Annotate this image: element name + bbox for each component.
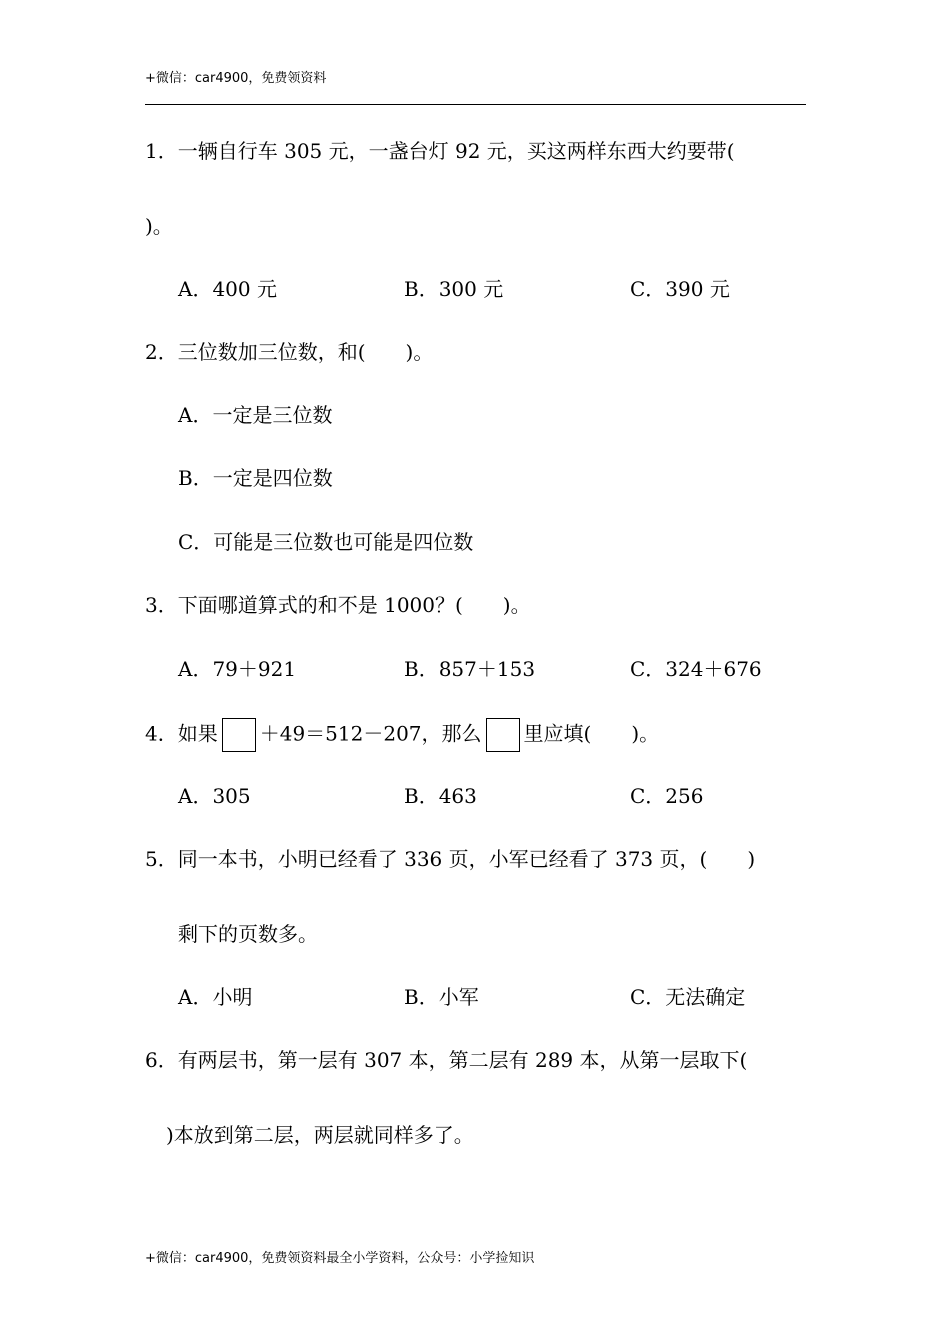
- question-4-text-part1: 如果: [177, 721, 218, 746]
- question-4-line1: [145, 718, 659, 752]
- footer-text: +微信：car4900，免费领资料最全小学资料，公众号：小学捡知识: [145, 1251, 535, 1266]
- question-4-text-part2: ＋49＝512－207，那么: [259, 721, 482, 746]
- question-2-option-c[interactable]: C．可能是三位数也可能是四位数: [178, 530, 474, 554]
- question-2-text: 三位数加三位数，和( )。: [177, 340, 434, 364]
- question-1-option-b[interactable]: B．300 元: [404, 277, 504, 301]
- question-1-line2: )。: [145, 214, 173, 238]
- header-text: +微信：car4900，免费领资料: [145, 71, 327, 86]
- answer-blank-box-1[interactable]: [222, 718, 256, 752]
- question-3-number: 3．: [145, 593, 178, 617]
- question-1-line1: [145, 137, 735, 165]
- header-divider: [145, 104, 806, 105]
- question-3-option-a[interactable]: A．79＋921: [178, 657, 297, 681]
- question-6-number: 6．: [145, 1048, 178, 1072]
- question-1-option-a[interactable]: A．400 元: [178, 277, 277, 301]
- question-2-option-b[interactable]: B．一定是四位数: [178, 466, 333, 490]
- question-2-option-a[interactable]: A．一定是三位数: [178, 403, 333, 427]
- question-1-option-c[interactable]: C．390 元: [630, 277, 730, 301]
- question-5-option-c[interactable]: C．无法确定: [630, 985, 746, 1009]
- question-5-line2: 剩下的页数多。: [178, 922, 318, 946]
- question-5-option-a[interactable]: A．小明: [178, 985, 253, 1009]
- question-2-line1: [145, 338, 433, 366]
- answer-blank-box-2[interactable]: [486, 718, 520, 752]
- question-4-option-b[interactable]: B．463: [404, 784, 477, 808]
- question-3-option-b[interactable]: B．857＋153: [404, 657, 536, 681]
- question-6-text: 有两层书，第一层有 307 本，第二层有 289 本，从第一层取下(: [177, 1048, 748, 1072]
- question-3-option-c[interactable]: C．324＋676: [630, 657, 762, 681]
- question-6-line1: [145, 1046, 747, 1074]
- question-3-line1: [145, 591, 531, 619]
- question-4-option-c[interactable]: C．256: [630, 784, 704, 808]
- question-5-option-b[interactable]: B．小军: [404, 985, 479, 1009]
- question-5-text: 同一本书，小明已经看了 336 页，小军已经看了 373 页，( ): [177, 847, 756, 871]
- question-3-text: 下面哪道算式的和不是 1000？( )。: [177, 593, 531, 617]
- question-1-text: 一辆自行车 305 元，一盏台灯 92 元，买这两样东西大约要带(: [177, 139, 735, 163]
- question-1-number: 1．: [145, 139, 178, 163]
- question-2-number: 2．: [145, 340, 178, 364]
- question-6-line2: )本放到第二层，两层就同样多了。: [166, 1123, 474, 1147]
- question-4-number: 4．: [145, 721, 178, 746]
- question-5-number: 5．: [145, 847, 178, 871]
- question-4-text-part3: 里应填( )。: [523, 721, 660, 746]
- question-5-line1: [145, 845, 755, 873]
- question-4-option-a[interactable]: A．305: [178, 784, 251, 808]
